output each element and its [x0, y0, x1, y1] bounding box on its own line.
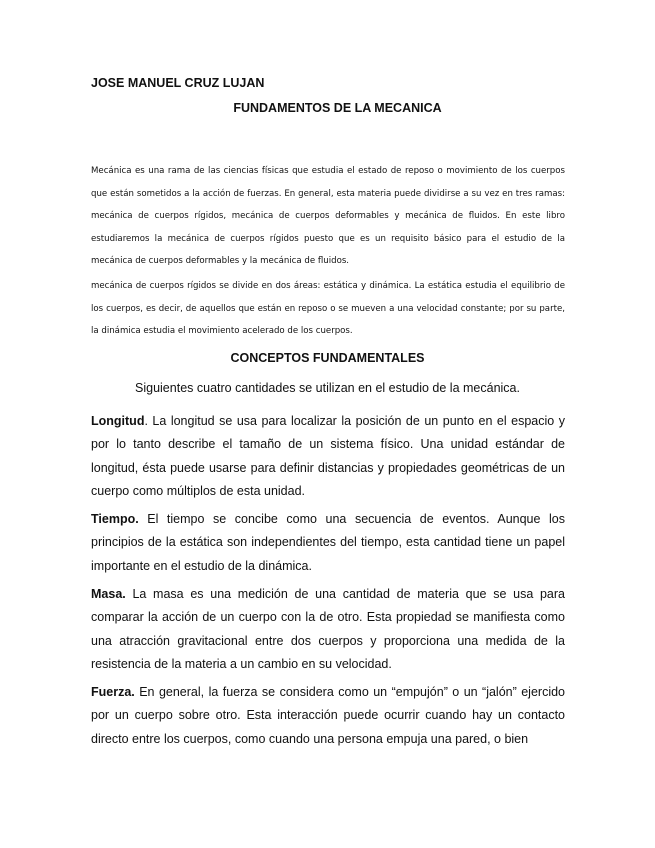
- section-heading: CONCEPTOS FUNDAMENTALES: [230, 351, 425, 365]
- intro-paragraph: Mecánica es una rama de las ciencias físicas que estudia el estado de reposo o movimiento de los cuerpos que están sometidos a la acción de fuerzas. En general, esta materia puede dividirse a su vez en tres ramas: mecánica de cuerpos rígidos, mecánica de cuerpos deformables y mecánica de fluidos. En este libro estudiaremos la mecánica de cuerpos rígidos puesto que es un requisito básico para el estudio de la mecánica de cuerpos deformables y la mecánica de fluidos.: [91, 166, 565, 267]
- definition-term: Fuerza.: [91, 685, 135, 699]
- intro-paragraph: mecánica de cuerpos rígidos se divide en dos áreas: estática y dinámica. La estática estudia el equilibrio de los cuerpos, es decir, de aquellos que están en reposo o se mueven a una velocidad constante; por su parte, la dinámica estudia el movimiento acelerado de los cuerpos.: [91, 281, 565, 337]
- definition-text: La masa es una medición de una cantidad de materia que se usa para comparar la acción de un cuerpo con la de otro. Esta propiedad se manifiesta como una atracción gravitacional entre dos cuerpos y proporciona una medida de la resistencia de la materia a un cambio en su velocidad.: [91, 587, 565, 672]
- author-name: JOSE MANUEL CRUZ LUJAN: [91, 76, 265, 90]
- definition-term: Masa.: [91, 587, 126, 601]
- definition-text: . La longitud se usa para localizar la posición de un punto en el espacio y por lo tanto describe el tamaño de un sistema físico. Una unidad estándar de longitud, ésta puede usarse para definir distancias y propiedades geométricas de un cuerpo como múltiplos de esta unidad.: [91, 414, 565, 499]
- definition-term: Longitud: [91, 414, 145, 428]
- definition-longitud: [91, 410, 565, 504]
- definition-fuerza: [91, 681, 565, 751]
- section-lead: Siguientes cuatro cantidades se utilizan en el estudio de la mecánica.: [135, 381, 520, 395]
- definition-masa: [91, 583, 565, 677]
- definition-tiempo: [91, 508, 565, 578]
- document-title: FUNDAMENTOS DE LA MECANICA: [233, 101, 442, 115]
- definition-text: En general, la fuerza se considera como un “empujón” o un “jalón” ejercido por un cuerpo sobre otro. Esta interacción puede ocurrir cuando hay un contacto directo entre los cuerpos, como cuando una persona empuja una pared, o bien: [91, 685, 565, 746]
- definition-text: El tiempo se concibe como una secuencia de eventos. Aunque los principios de la estática son independientes del tiempo, esta cantidad tiene un papel importante en el estudio de la dinámica.: [91, 512, 565, 573]
- definition-term: Tiempo.: [91, 512, 139, 526]
